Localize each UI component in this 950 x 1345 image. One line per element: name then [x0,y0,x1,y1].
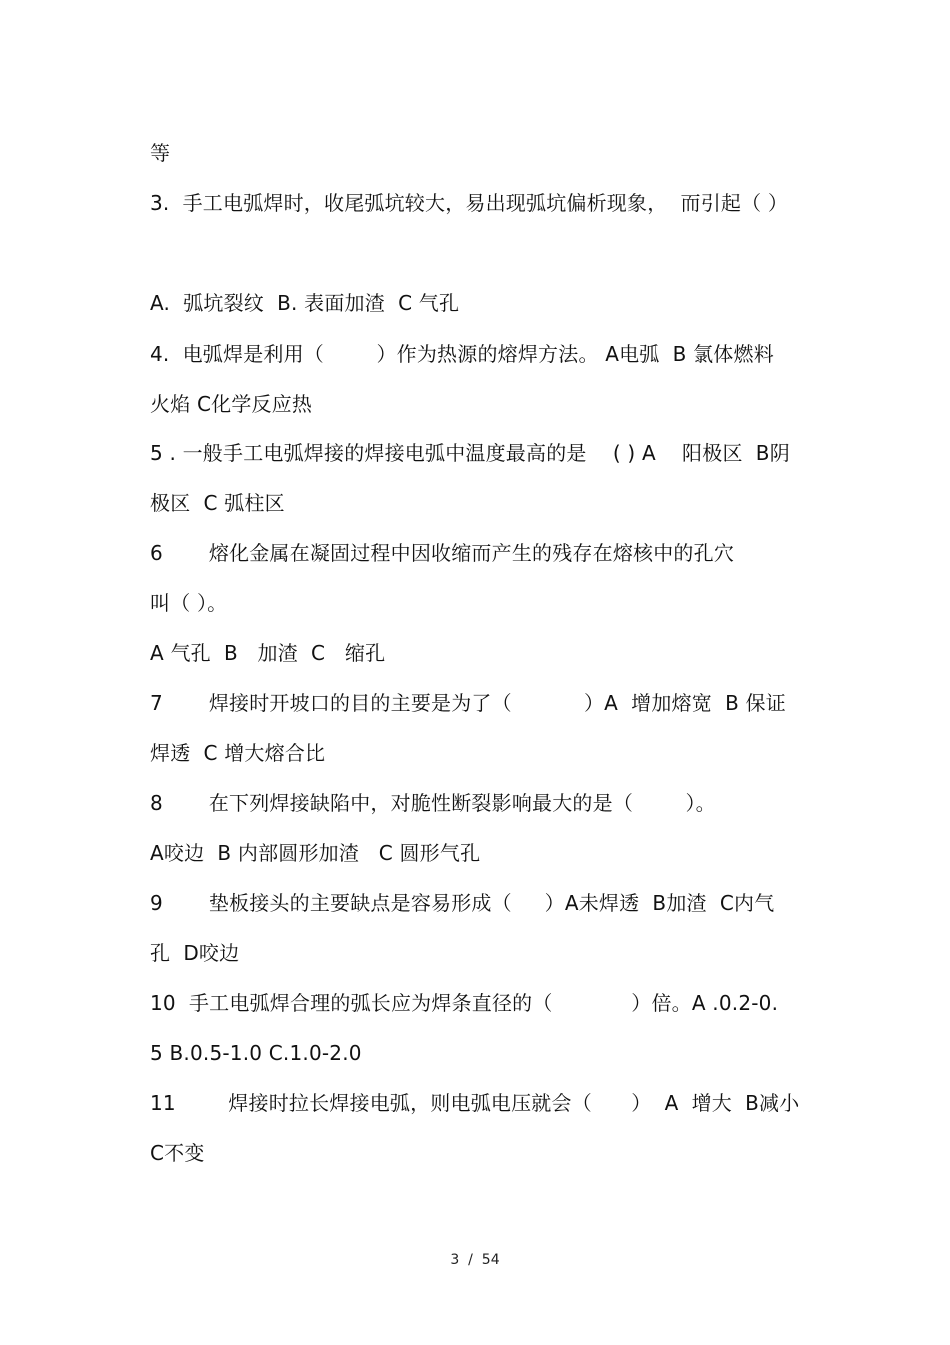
question-10: 10 手工电弧焊合理的弧长应为焊条直径的（ ）倍。A .0.2-0. [150,991,779,1015]
question-3-options: A. 弧坑裂纹 B. 表面加渣 C 气孔 [150,291,460,315]
question-7-continued: 焊透 C 增大熔合比 [150,741,326,765]
question-6-options: A 气孔 B 加渣 C 缩孔 [150,641,386,665]
question-8: 8 在下列焊接缺陷中，对脆性断裂影响最大的是（ ）。 [150,791,716,815]
question-6: 6 熔化金属在凝固过程中因收缩而产生的残存在熔核中的孔穴 [150,541,735,565]
question-7: 7 焊接时开坡口的目的主要是为了（ ）A 增加熔宽 B 保证 [150,691,786,715]
question-5-continued: 极区 C 弧柱区 [150,491,285,515]
question-8-options: A咬边 B 内部圆形加渣 C 圆形气孔 [150,841,481,865]
question-3: 3. 手工电弧焊时，收尾弧坑较大，易出现弧坑偏析现象， 而引起（ ） [150,191,789,215]
text-line: 等 [150,141,171,165]
question-11-continued: C不变 [150,1141,205,1165]
question-10-continued: 5 B.0.5-1.0 C.1.0-2.0 [150,1041,362,1065]
question-11: 11 焊接时拉长焊接电弧，则电弧电压就会（ ） A 增大 B减小 [150,1091,800,1115]
question-9: 9 垫板接头的主要缺点是容易形成（ ）A未焊透 B加渣 C内气 [150,891,775,915]
question-9-continued: 孔 D咬边 [150,941,240,965]
question-4-continued: 火焰 C化学反应热 [150,392,313,416]
question-6-continued: 叫（ ）。 [150,591,228,615]
question-5: 5 . 一般手工电弧焊接的焊接电弧中温度最高的是 ( ) A 阳极区 B阴 [150,441,790,465]
question-4: 4. 电弧焊是利用（ ）作为热源的熔焊方法。 A电弧 B 氯体燃料 [150,342,774,366]
page-number: 3 / 54 [450,1252,500,1268]
